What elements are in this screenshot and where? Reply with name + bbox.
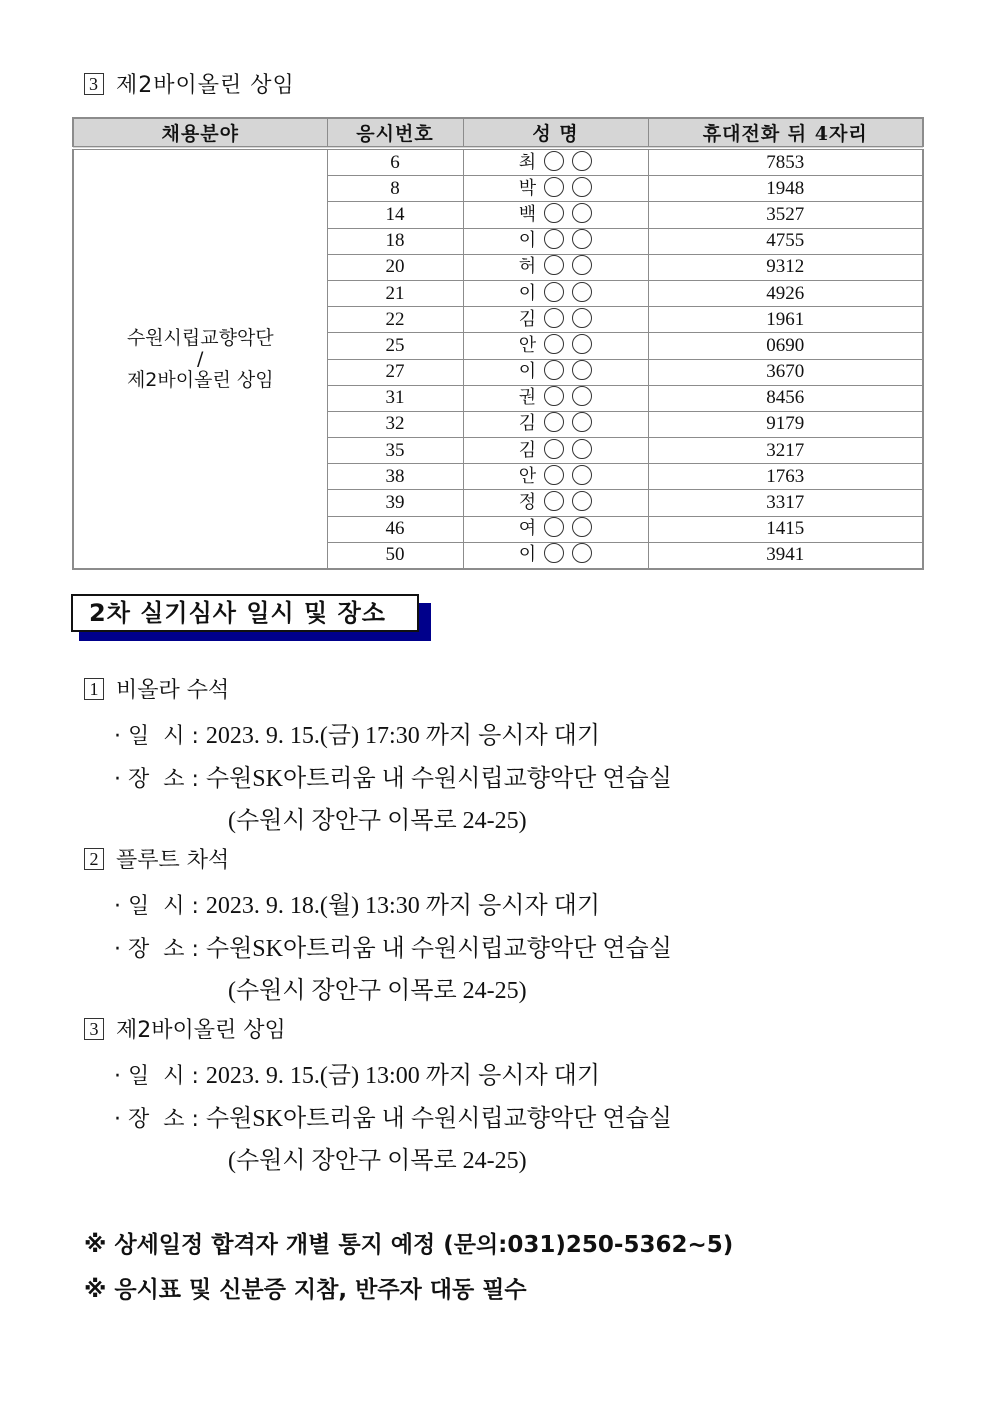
applicant-no: 50	[327, 542, 463, 569]
applicant-no: 25	[327, 333, 463, 359]
phone-last4: 0690	[648, 333, 923, 359]
place-label: · 장 소 :	[114, 1107, 206, 1132]
masked-circle-icon	[544, 177, 564, 197]
phone-last4: 1415	[648, 516, 923, 542]
applicant-name	[463, 228, 648, 254]
masked-circle-icon	[572, 151, 592, 171]
section-banner: 2차 실기심사 일시 및 장소	[71, 594, 419, 632]
applicant-no: 46	[327, 516, 463, 542]
place-label: · 장 소 :	[114, 767, 206, 792]
schedule-viola-address: (수원시 장안구 이목로 24-25)	[228, 808, 527, 834]
section-number-box: 3	[84, 1018, 104, 1040]
applicant-no: 38	[327, 464, 463, 490]
section-number-box: 1	[84, 678, 104, 700]
phone-last4: 8456	[648, 385, 923, 411]
phone-last4: 1961	[648, 307, 923, 333]
masked-circle-icon	[572, 177, 592, 197]
recruit-field-cell	[73, 148, 327, 569]
surname: 최	[518, 151, 537, 173]
phone-last4: 4755	[648, 228, 923, 254]
place-value: 수원SK아트리움 내 수원시립교향악단 연습실	[205, 1106, 672, 1132]
phone-last4: 9312	[648, 254, 923, 280]
surname: 허	[518, 256, 537, 278]
applicant-name	[463, 333, 648, 359]
masked-circle-icon	[544, 465, 564, 485]
applicant-no: 6	[327, 148, 463, 176]
applicant-name	[463, 307, 648, 333]
schedule-viola-heading	[84, 673, 229, 704]
phone-last4: 3527	[648, 202, 923, 228]
masked-circle-icon	[544, 282, 564, 302]
schedule-title: 플루트 차석	[116, 848, 230, 873]
applicant-table	[72, 117, 924, 570]
surname: 이	[518, 544, 537, 566]
applicant-name	[463, 542, 648, 569]
masked-circle-icon	[572, 465, 592, 485]
schedule-flute-heading	[84, 843, 229, 874]
place-value: 수원SK아트리움 내 수원시립교향악단 연습실	[205, 936, 672, 962]
note-required-items: ※ 응시표 및 신분증 지참, 반주자 대동 필수	[84, 1277, 527, 1303]
masked-circle-icon	[544, 439, 564, 459]
masked-circle-icon	[544, 386, 564, 406]
applicant-name	[463, 490, 648, 516]
table-header-row	[73, 118, 923, 148]
applicant-no: 27	[327, 359, 463, 385]
applicant-no: 35	[327, 438, 463, 464]
applicant-name	[463, 464, 648, 490]
field-line-2: /	[197, 348, 204, 370]
phone-last4: 3317	[648, 490, 923, 516]
place-value: 수원SK아트리움 내 수원시립교향악단 연습실	[205, 766, 672, 792]
note-detailed-schedule: ※ 상세일정 합격자 개별 통지 예정 (문의:031)250-5362~5)	[84, 1232, 734, 1258]
masked-circle-icon	[544, 255, 564, 275]
header-phone-last4: 휴대전화 뒤 4자리	[648, 118, 923, 148]
masked-circle-icon	[544, 308, 564, 328]
phone-last4: 3217	[648, 438, 923, 464]
applicant-name	[463, 385, 648, 411]
table-row	[73, 148, 923, 176]
surname: 김	[518, 439, 537, 461]
surname: 김	[518, 413, 537, 435]
schedule-viola-date	[114, 715, 600, 750]
phone-last4: 9179	[648, 411, 923, 437]
schedule-violin-heading	[84, 1013, 286, 1044]
applicant-name	[463, 148, 648, 176]
section-title: 제2바이올린 상임	[116, 73, 295, 98]
schedule-viola-place	[114, 758, 672, 793]
masked-circle-icon	[572, 229, 592, 249]
masked-circle-icon	[572, 334, 592, 354]
phone-last4: 1948	[648, 176, 923, 202]
applicant-no: 32	[327, 411, 463, 437]
phone-last4: 4926	[648, 280, 923, 306]
schedule-flute-place	[114, 928, 672, 963]
schedule-violin-address: (수원시 장안구 이목로 24-25)	[228, 1148, 527, 1174]
surname: 김	[518, 308, 537, 330]
masked-circle-icon	[572, 308, 592, 328]
surname: 이	[518, 282, 537, 304]
surname: 백	[518, 203, 537, 225]
surname: 박	[518, 177, 537, 199]
masked-circle-icon	[544, 491, 564, 511]
applicant-name	[463, 516, 648, 542]
applicant-no: 14	[327, 202, 463, 228]
date-value: 2023. 9. 15.(금) 17:30 까지 응시자 대기	[205, 723, 601, 749]
masked-circle-icon	[572, 491, 592, 511]
phone-last4: 1763	[648, 464, 923, 490]
masked-circle-icon	[544, 334, 564, 354]
masked-circle-icon	[572, 282, 592, 302]
applicant-name	[463, 254, 648, 280]
surname: 이	[518, 230, 537, 252]
applicant-name	[463, 359, 648, 385]
schedule-flute-address: (수원시 장안구 이목로 24-25)	[228, 978, 527, 1004]
section-heading-second-violin	[84, 68, 295, 99]
masked-circle-icon	[544, 517, 564, 537]
schedule-title: 비올라 수석	[116, 678, 230, 703]
masked-circle-icon	[544, 412, 564, 432]
applicant-name	[463, 438, 648, 464]
phone-last4: 7853	[648, 148, 923, 176]
field-line-1: 수원시립교향악단	[126, 327, 274, 349]
applicant-no: 21	[327, 280, 463, 306]
place-label: · 장 소 :	[114, 937, 206, 962]
masked-circle-icon	[572, 543, 592, 563]
applicant-no: 22	[327, 307, 463, 333]
surname: 안	[518, 334, 537, 356]
surname: 이	[518, 361, 537, 383]
section-number-box: 3	[84, 73, 104, 95]
surname: 안	[518, 465, 537, 487]
phone-last4: 3941	[648, 542, 923, 569]
applicant-name	[463, 202, 648, 228]
field-line-3: 제2바이올린 상임	[126, 369, 274, 391]
masked-circle-icon	[544, 543, 564, 563]
masked-circle-icon	[572, 360, 592, 380]
header-name: 성 명	[463, 118, 648, 148]
masked-circle-icon	[544, 151, 564, 171]
schedule-title: 제2바이올린 상임	[116, 1018, 286, 1043]
surname: 정	[518, 492, 537, 514]
masked-circle-icon	[544, 360, 564, 380]
masked-circle-icon	[572, 386, 592, 406]
applicant-name	[463, 411, 648, 437]
masked-circle-icon	[572, 203, 592, 223]
applicant-name	[463, 280, 648, 306]
header-applicant-no: 응시번호	[327, 118, 463, 148]
date-value: 2023. 9. 15.(금) 13:00 까지 응시자 대기	[205, 1063, 601, 1089]
schedule-violin-place	[114, 1098, 672, 1133]
header-field: 채용분야	[73, 118, 327, 148]
applicant-no: 31	[327, 385, 463, 411]
schedule-violin-date	[114, 1055, 600, 1090]
date-value: 2023. 9. 18.(월) 13:30 까지 응시자 대기	[205, 893, 601, 919]
date-label: · 일 시 :	[114, 894, 206, 919]
masked-circle-icon	[544, 229, 564, 249]
masked-circle-icon	[572, 255, 592, 275]
applicant-name	[463, 176, 648, 202]
masked-circle-icon	[572, 412, 592, 432]
applicant-no: 20	[327, 254, 463, 280]
masked-circle-icon	[544, 203, 564, 223]
applicant-no: 8	[327, 176, 463, 202]
applicant-no: 18	[327, 228, 463, 254]
masked-circle-icon	[572, 439, 592, 459]
phone-last4: 3670	[648, 359, 923, 385]
masked-circle-icon	[572, 517, 592, 537]
section-number-box: 2	[84, 848, 104, 870]
applicant-no: 39	[327, 490, 463, 516]
date-label: · 일 시 :	[114, 1064, 206, 1089]
surname: 여	[518, 518, 537, 540]
schedule-flute-date	[114, 885, 600, 920]
date-label: · 일 시 :	[114, 724, 206, 749]
surname: 권	[518, 387, 537, 409]
